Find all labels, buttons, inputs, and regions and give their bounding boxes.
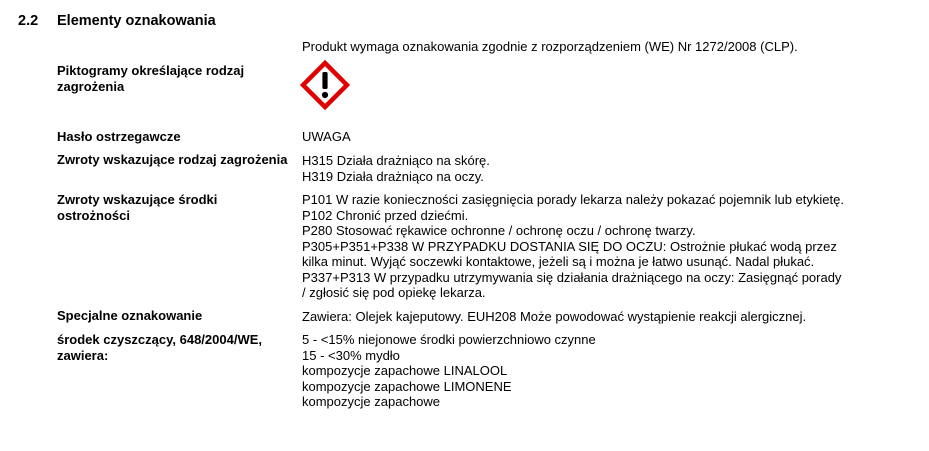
- precautionary-statement-line: kilka minut. Wyjąć soczewki kontaktowe, jeżeli są i można je łatwo usunąć. Nadal płukać.: [302, 254, 815, 269]
- precautionary-label-line: Zwroty wskazujące środki: [57, 192, 218, 207]
- special-labelling-value: Zawiera: Olejek kajeputowy. EUH208 Może powodować wystąpienie reakcji alergicznej.: [302, 309, 807, 324]
- exclamation-mark-hazard-icon: [300, 60, 350, 110]
- clp-intro-text: Produkt wymaga oznakowania zgodnie z rozporządzeniem (WE) Nr 1272/2008 (CLP).: [302, 39, 798, 54]
- detergent-ingredients: [302, 332, 596, 410]
- hazard-statements-label: Zwroty wskazujące rodzaj zagrożenia: [57, 152, 288, 167]
- special-labelling-label: Specjalne oznakowanie: [57, 308, 203, 323]
- precautionary-statement-line: P280 Stosować rękawice ochronne / ochronę oczu / ochronę twarzy.: [302, 223, 696, 238]
- detergent-label-line: środek czyszczący, 648/2004/WE,: [57, 332, 262, 347]
- precautionary-statement-line: P101 W razie konieczności zasięgnięcia porady lekarza należy pokazać pojemnik lub etykietę.: [302, 192, 844, 207]
- pictograms-label-line: Piktogramy określające rodzaj: [57, 63, 245, 78]
- detergent-label: [57, 332, 262, 364]
- section-number: 2.2: [18, 13, 39, 29]
- precautionary-statements-label: [57, 192, 217, 224]
- signal-word-value: UWAGA: [302, 129, 351, 144]
- section-heading: [18, 13, 216, 29]
- precautionary-statement-line: P102 Chronić przed dziećmi.: [302, 207, 469, 223]
- signal-word-label: Hasło ostrzegawcze: [57, 129, 181, 144]
- ingredient-line: 15 - <30% mydło: [302, 347, 400, 363]
- hazard-statements: [302, 153, 490, 184]
- hazard-statement: H315 Działa drażniąco na skórę.: [302, 153, 490, 168]
- ingredient-line: kompozycje zapachowe: [302, 394, 441, 409]
- detergent-label-line: zawiera:: [57, 348, 109, 363]
- hazard-statement: H319 Działa drażniąco na oczy.: [302, 168, 484, 184]
- pictograms-label: [57, 63, 244, 95]
- section-title: Elementy oznakowania: [57, 13, 216, 29]
- ingredient-line: kompozycje zapachowe LIMONENE: [302, 378, 512, 394]
- precautionary-statements: [302, 192, 844, 301]
- precautionary-statement-line: P305+P351+P338 W PRZYPADKU DOSTANIA SIĘ DO OCZU: Ostrożnie płukać wodą przez: [302, 238, 837, 254]
- ingredient-line: 5 - <15% niejonowe środki powierzchniowo czynne: [302, 332, 596, 347]
- pictograms-label-line: zagrożenia: [57, 79, 125, 94]
- precautionary-statement-line: / zgłosić się pod opiekę lekarza.: [302, 285, 486, 300]
- precautionary-label-line: ostrożności: [57, 208, 130, 223]
- precautionary-statement-line: P337+P313 W przypadku utrzymywania się działania drażniącego na oczy: Zasięgnąć porady: [302, 269, 842, 285]
- ingredient-line: kompozycje zapachowe LINALOOL: [302, 363, 508, 378]
